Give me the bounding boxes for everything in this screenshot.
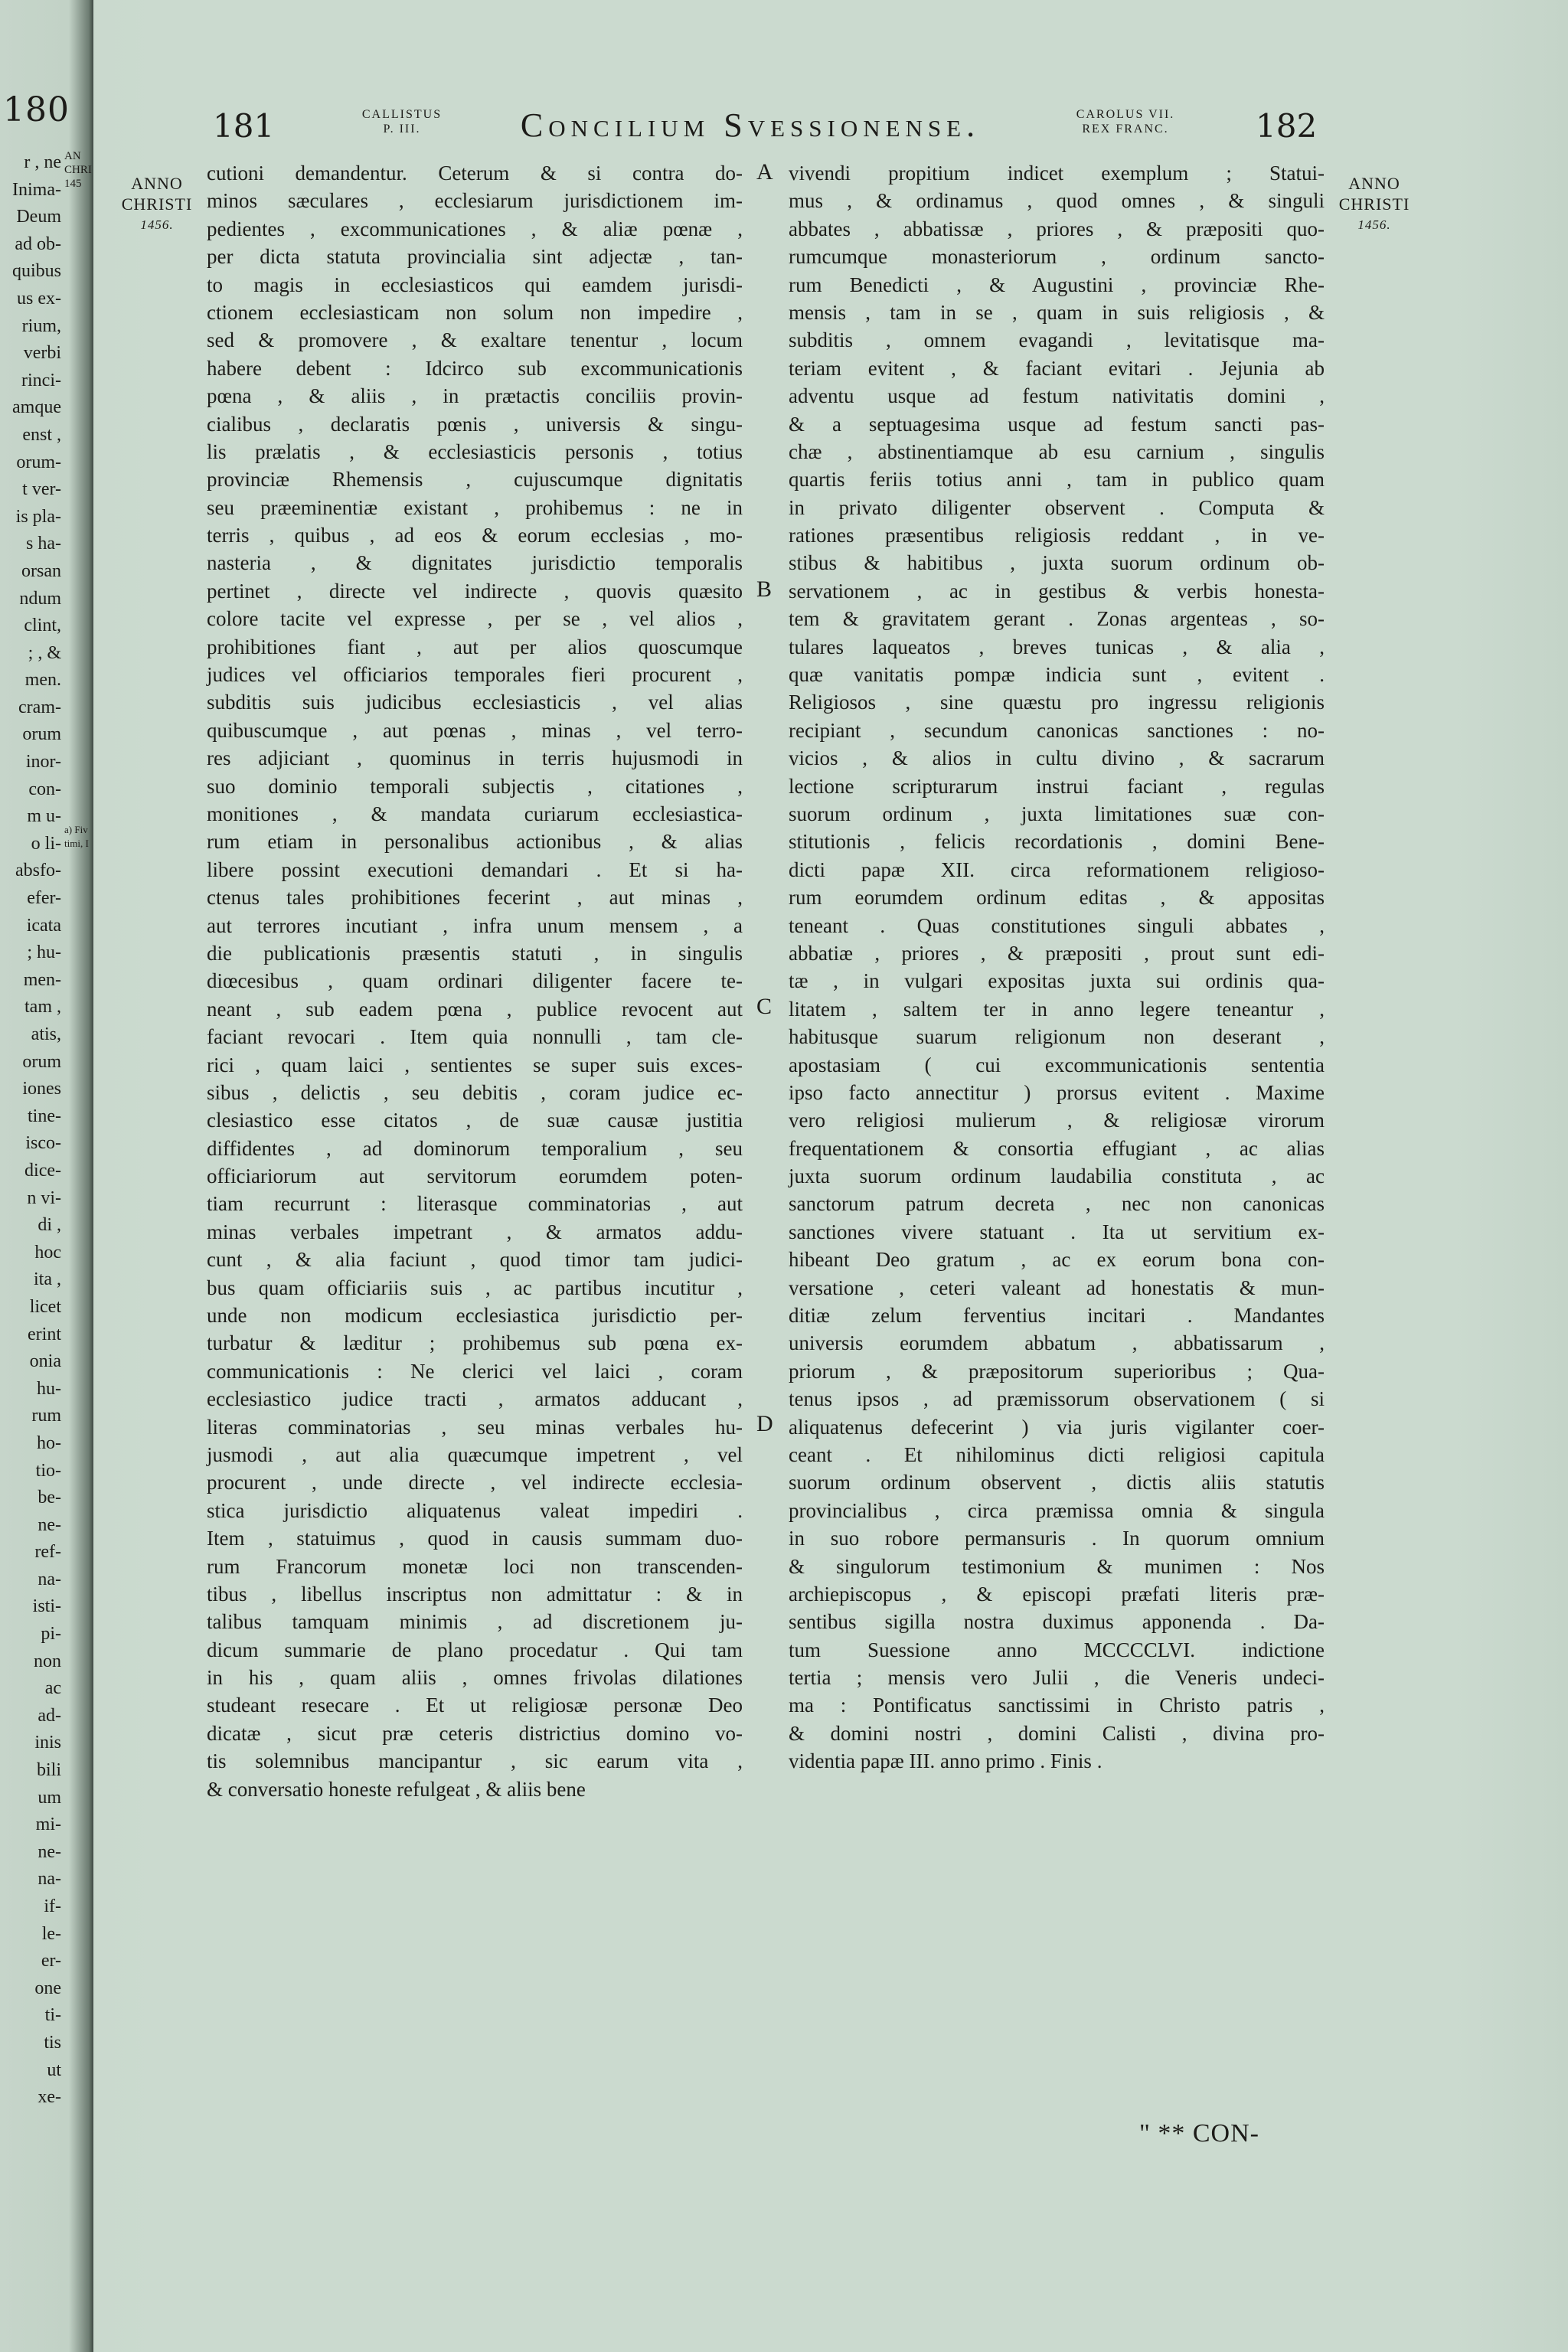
text-line: archiepiscopus , & episcopi præfati literis præ- (789, 1582, 1325, 1606)
text-line: minas verbales impetrant , & armatos addu- (207, 1220, 743, 1243)
fragment-line: orum (22, 724, 61, 745)
fragment-line: amque (12, 397, 61, 418)
left-page-gutter (0, 0, 93, 2352)
text-line: pedientes , excommunicationes , & aliæ pœnæ , (207, 217, 743, 240)
text-line: Religiosos , sine quæstu pro ingressu religionis (789, 691, 1325, 714)
section-marker-a: A (756, 159, 773, 185)
fragment-line: ref- (34, 1542, 61, 1563)
text-line: servationem , ac in gestibus & verbis honesta- (789, 579, 1325, 603)
king-headnote (1030, 107, 1221, 136)
text-line: litatem , saltem ter in anno legere teneantur , (789, 997, 1325, 1021)
text-line: faciant revocari . Item quia nonnulli , tam cle- (207, 1025, 743, 1049)
pope-number: P. III. (383, 122, 421, 136)
text-line: recipiant , secundum canonicas sanctiones : no- (789, 718, 1325, 742)
text-line: mus , & ordinamus , quod omnes , & singuli (789, 189, 1325, 213)
fragment-line: m u- (27, 806, 61, 827)
fragment-line: mi- (35, 1815, 61, 1835)
text-line: clesiastico esse citatos , de suæ causæ justitia (207, 1109, 743, 1132)
fragment-line: us ex- (17, 288, 61, 309)
text-line: vicios , & alios in cultu divino , & sacrarum (789, 746, 1325, 770)
section-marker-c: C (756, 994, 773, 1019)
text-line: diffidentes , ad dominorum temporalium , seu (207, 1136, 743, 1160)
fragment-line: if- (44, 1896, 61, 1916)
fragment-line: le- (41, 1923, 61, 1944)
catchword: " ** CON- (1139, 2119, 1259, 2148)
fragment-line: ti- (44, 2005, 61, 2026)
left-page-footnote-refs (64, 823, 87, 851)
fragment-line: atis, (31, 1024, 61, 1044)
text-line: die publicationis præsentis statuti , in singulis (207, 941, 743, 965)
fragment-line: ndum (19, 588, 61, 609)
text-line: priorum , & præpositorum superioribus ; Qua- (789, 1359, 1325, 1383)
text-line: stibus & habitibus , juxta suorum ordinum ob- (789, 551, 1325, 575)
text-line: rum etiam in personalibus actionibus , & alias (207, 830, 743, 854)
fragment-line: men- (23, 969, 61, 990)
anno-label: ANNO (1348, 174, 1400, 193)
text-line: adventu usque ad festum nativitatis domini , (789, 384, 1325, 408)
fragment-line: xe- (38, 2087, 61, 2108)
fragment-line: tam , (24, 997, 61, 1018)
fragment-line: rium, (21, 315, 61, 336)
fragment-line: inis (34, 1733, 61, 1753)
margin-note-line: AN (64, 150, 81, 162)
fragment-line: absfo- (15, 861, 61, 881)
text-line: terris , quibus , ad eos & eorum ecclesias , mo- (207, 524, 743, 547)
text-line: habere debent : Idcirco sub excommunicationis (207, 356, 743, 380)
text-line: literas comminatorias , seu minas verbales hu- (207, 1415, 743, 1439)
text-line: tæ , in vulgari expositas juxta sui ordinis qua- (789, 969, 1325, 993)
fragment-line: cram- (18, 697, 61, 717)
fragment-line: ho- (37, 1432, 61, 1453)
text-line: vivendi propitium indicet exemplum ; Statui- (789, 162, 1325, 185)
text-line: procurent , unde directe , vel indirecte ecclesia- (207, 1471, 743, 1494)
fragment-line: con- (28, 779, 61, 799)
fragment-line: ; , & (28, 642, 61, 663)
text-line: suorum ordinum observent , dictis aliis statutis (789, 1471, 1325, 1494)
text-line: per dicta statuta provincialia sint adjectæ , tan- (207, 245, 743, 269)
text-line: hibeant Deo gratum , ac ex eorum bona con- (789, 1248, 1325, 1272)
left-page-text-fragments (0, 149, 61, 2112)
left-text-column (207, 159, 743, 1803)
text-line: abbates , abbatissæ , priores , & præpositi quo- (789, 217, 1325, 240)
text-line: tibus , libellus inscriptus non admittatur : & in (207, 1582, 743, 1606)
text-line: ditiæ zelum ferventius incitari . Mandantes (789, 1304, 1325, 1328)
text-line: & singulorum testimonium & munimen : Nos (789, 1554, 1325, 1578)
fragment-line: ne- (38, 1841, 61, 1862)
fragment-line: ut (47, 2060, 61, 2080)
text-line: tiam recurrunt : literasque comminatorias , aut (207, 1192, 743, 1216)
text-line: communicationis : Ne clerici vel laici , coram (207, 1359, 743, 1383)
fragment-line: hu- (37, 1378, 61, 1399)
text-line: teriam evitent , & faciant evitari . Jejunia ab (789, 356, 1325, 380)
fragment-line: enst , (22, 424, 61, 445)
christi-label: CHRISTI (1338, 194, 1410, 214)
fragment-line: r , ne (24, 152, 61, 172)
fragment-line: icata (26, 915, 61, 936)
text-line: rici , quam laici , sentientes se super suis exces- (207, 1053, 743, 1076)
text-line: subditis , omnem evagandi , levitatisque ma- (789, 328, 1325, 352)
margin-note-line: 145 (64, 178, 82, 190)
text-line: sentibus sigilla nostra duximus apponenda . Da- (789, 1610, 1325, 1634)
text-line: turbatur & læditur ; prohibemus sub pœna ex- (207, 1331, 743, 1355)
right-text-column (789, 159, 1325, 1775)
fragment-line: tio- (35, 1460, 61, 1481)
text-line: cunt , & alia faciunt , quod timor tam judici- (207, 1248, 743, 1272)
fragment-line: orsan (21, 560, 61, 581)
text-line: sibus , delictis , seu debitis , coram judice ec- (207, 1080, 743, 1104)
text-line: in privato diligenter observent . Computa & (789, 495, 1325, 519)
left-page-number: 180 (3, 90, 70, 129)
fragment-line: t ver- (22, 479, 61, 500)
text-line: aut terrores incutiant , infra unum mensem , a (207, 913, 743, 937)
fragment-line: Deum (16, 207, 61, 227)
text-line: pertinet , directe vel indirecte , quovis quæsito (207, 579, 743, 603)
pope-headnote (337, 107, 467, 136)
text-line: suo dominio temporali subjectis , citationes , (207, 774, 743, 798)
text-line: apostasiam ( cui excommunicationis sententia (789, 1053, 1325, 1076)
fragment-line: licet (29, 1296, 61, 1317)
text-line: quibuscumque , aut pœnas , minas , vel terro- (207, 718, 743, 742)
fragment-line: tine- (28, 1106, 61, 1126)
margin-note-line: CHRI (64, 164, 92, 176)
text-line: & conversatio honeste refulgeat , & aliis bene (207, 1777, 586, 1801)
text-line: videntia papæ III. anno primo . Finis . (789, 1749, 1102, 1773)
text-line: nasteria , & dignitates jurisdictio temporalis (207, 551, 743, 575)
fragment-line: ; hu- (27, 942, 61, 963)
text-line: officiariorum aut servitorum eorumdem poten- (207, 1165, 743, 1188)
fragment-line: bili (36, 1760, 61, 1781)
text-line: ma : Pontificatus sanctissimi in Christo patris , (789, 1694, 1325, 1717)
fragment-line: erint (28, 1324, 61, 1344)
text-line: subditis suis judicibus ecclesiasticis , vel alias (207, 691, 743, 714)
fragment-line: um (38, 1787, 61, 1808)
section-marker-b: B (756, 577, 773, 602)
text-line: prohibitiones fiant , aut per alios quoscumque (207, 635, 743, 658)
fragment-line: quibus (11, 261, 61, 282)
text-line: judices vel officiarios temporales fieri procurent , (207, 663, 743, 687)
fragment-line: isti- (32, 1596, 61, 1617)
pope-name: CALLISTUS (361, 108, 443, 121)
king-name: CAROLUS VII. (1076, 108, 1175, 121)
fragment-line: isco- (25, 1133, 61, 1154)
text-line: dicatæ , sicut præ ceteris districtius domino vo- (207, 1721, 743, 1745)
text-line: aliquatenus defecerint ) via juris vigilanter coer- (789, 1415, 1325, 1439)
text-line: provincialibus , circa præmissa omnia & singula (789, 1498, 1325, 1522)
fragment-line: na- (38, 1569, 61, 1589)
year-label: 1456. (1357, 217, 1391, 232)
text-line: tenus ipsos , ad præmissorum observationem ( si (789, 1387, 1325, 1411)
text-line: sed & promovere , & exaltare tenentur , locum (207, 328, 743, 352)
fragment-line: inor- (25, 752, 61, 773)
text-line: rum Francorum monetæ loci non transcenden- (207, 1554, 743, 1578)
text-line: chæ , abstinentiamque ab esu carnium , singulis (789, 439, 1325, 463)
text-line: neant , sub eadem pœna , publice revocent aut (207, 997, 743, 1021)
text-line: seu præeminentiæ existant , prohibemus : ne in (207, 495, 743, 519)
fragment-line: rinci- (21, 370, 61, 390)
fragment-line: n vi- (27, 1187, 61, 1208)
footnote-ref: timi, I (64, 838, 89, 849)
text-line: ecclesiastico judice tracti , armatos adducant , (207, 1387, 743, 1411)
fragment-line: orum (22, 1051, 61, 1072)
text-line: tem & gravitatem gerant . Zonas argenteas , so- (789, 607, 1325, 631)
fragment-line: rum (31, 1406, 61, 1426)
text-line: ctionem ecclesiasticam non solum non impedire , (207, 300, 743, 324)
running-title: Concilium Svessionense. (520, 106, 981, 144)
page-number-right: 182 (1256, 107, 1318, 145)
text-line: & domini nostri , domini Calisti , divina pro- (789, 1721, 1325, 1745)
text-line: studeant resecare . Et ut religiosæ personæ Deo (207, 1694, 743, 1717)
fragment-line: ad ob- (15, 234, 61, 254)
fragment-line: orum- (16, 452, 61, 472)
fragment-line: pi- (41, 1624, 61, 1645)
text-line: stica jurisdictio aliquatenus valeat impediri . (207, 1498, 743, 1522)
text-line: pœna , & aliis , in prætactis conciliis provin- (207, 384, 743, 408)
text-line: minos sæculares , ecclesiarum jurisdictionem im- (207, 189, 743, 213)
text-line: suorum ordinum , juxta limitationes suæ con- (789, 802, 1325, 825)
text-line: talibus tamquam minimis , ad discretionem ju- (207, 1610, 743, 1634)
fragment-line: s ha- (26, 534, 61, 554)
anno-christi-left (115, 173, 199, 235)
text-line: bus quam officiariis suis , ac partibus incutitur , (207, 1276, 743, 1299)
christi-label: CHRISTI (121, 194, 193, 214)
text-line: rumcumque monasteriorum , ordinum sancto- (789, 245, 1325, 269)
fragment-line: er- (41, 1951, 61, 1971)
king-title: REX FRANC. (1082, 122, 1169, 136)
left-page-margin-note (64, 149, 92, 191)
text-line: tis solemnibus mancipantur , sic earum vita , (207, 1749, 743, 1773)
page-number-left: 181 (213, 107, 275, 145)
footnote-ref: a) Fiv (64, 824, 88, 835)
text-line: dicum summarie de plano procedatur . Qui tam (207, 1638, 743, 1661)
fragment-line: verbi (23, 343, 61, 364)
text-line: rum Benedicti , & Augustini , provinciæ Rhe- (789, 273, 1325, 296)
anno-label: ANNO (131, 174, 183, 193)
fragment-line: ita , (34, 1269, 61, 1290)
fragment-line: clint, (24, 616, 61, 636)
text-line: & a septuagesima usque ad festum sancti pas- (789, 412, 1325, 436)
text-line: libere possint executioni demandari . Et si ha- (207, 858, 743, 881)
text-line: mensis , tam in se , quam in suis religiosis , & (789, 300, 1325, 324)
text-line: frequentationem & consortia effugiant , ac alias (789, 1136, 1325, 1160)
text-line: stitutionis , felicis recordationis , domini Bene- (789, 830, 1325, 854)
text-line: ctenus tales prohibitiones fecerint , aut minas , (207, 886, 743, 910)
fragment-line: is pla- (15, 506, 61, 527)
fragment-line: non (34, 1651, 61, 1671)
text-line: diœcesibus , quam ordinari diligenter facere te- (207, 969, 743, 993)
text-line: provinciæ Rhemensis , cujuscumque dignitatis (207, 468, 743, 492)
fragment-line: Inima- (12, 179, 61, 200)
fragment-line: hoc (34, 1242, 61, 1263)
fragment-line: be- (38, 1488, 61, 1508)
text-line: vero religiosi mulierum , & religiosæ virorum (789, 1109, 1325, 1132)
text-line: tum Suessione anno MCCCCLVI. indictione (789, 1638, 1325, 1661)
text-line: in suo robore permansuris . In quorum omnium (789, 1527, 1325, 1550)
fragment-line: di , (38, 1215, 61, 1236)
text-line: ipso facto annectitur ) prorsus evitent . Maxime (789, 1080, 1325, 1104)
fragment-line: o li- (31, 833, 61, 854)
text-line: rationes præsentibus religiosis reddant , in ve- (789, 524, 1325, 547)
fragment-line: efer- (27, 888, 61, 909)
text-line: to magis in ecclesiasticos qui eamdem jurisdi- (207, 273, 743, 296)
text-line: Item , statuimus , quod in causis summam duo- (207, 1527, 743, 1550)
text-line: cutioni demandentur. Ceterum & si contra do- (207, 162, 743, 185)
text-line: tertia ; mensis vero Julii , die Veneris undeci- (789, 1666, 1325, 1690)
text-line: jusmodi , aut alia quæcumque impetrent , vel (207, 1442, 743, 1466)
text-line: tulares laqueatos , breves tunicas , & alia , (789, 635, 1325, 658)
fragment-line: na- (38, 1869, 61, 1890)
fragment-line: iones (22, 1079, 61, 1099)
text-line: dicti papæ XII. circa reformationem religioso- (789, 858, 1325, 881)
section-marker-d: D (756, 1411, 773, 1436)
text-line: versatione , ceteri valeant ad honestatis & mun- (789, 1276, 1325, 1299)
fragment-line: men. (24, 670, 61, 691)
text-line: lectione scripturarum instrui faciant , regulas (789, 774, 1325, 798)
text-line: quartis feriis totius anni , tam in publico quam (789, 468, 1325, 492)
fragment-line: ne- (38, 1514, 61, 1535)
text-line: monitiones , & mandata curiarum ecclesiastica- (207, 802, 743, 825)
text-line: abbatiæ , priores , & præpositi , prout sunt edi- (789, 941, 1325, 965)
fragment-line: onia (29, 1351, 61, 1372)
fragment-line: ad- (38, 1705, 61, 1726)
text-line: sanctiones vivere statuant . Ita ut servitium ex- (789, 1220, 1325, 1243)
text-line: quæ vanitatis pompæ indicia sunt , evitent . (789, 663, 1325, 687)
text-line: juxta suorum ordinum laudabilia constituta , ac (789, 1165, 1325, 1188)
text-line: res adjiciant , quominus in terris hujusmodi in (207, 746, 743, 770)
text-line: ceant . Et nihilominus dicti religiosi capitula (789, 1442, 1325, 1466)
fragment-line: ac (44, 1678, 61, 1699)
text-line: teneant . Quas constitutiones singuli abbates , (789, 913, 1325, 937)
text-line: sanctorum patrum decreta , nec non canonicas (789, 1192, 1325, 1216)
anno-christi-right (1325, 173, 1424, 235)
fragment-line: tis (44, 2032, 61, 2053)
text-line: cialibus , declaratis pœnis , universis & singu- (207, 412, 743, 436)
text-line: colore tacite vel expresse , per se , vel alios , (207, 607, 743, 631)
text-line: lis prælatis , & ecclesiasticis personis , totius (207, 439, 743, 463)
text-line: rum eorumdem ordinum editas , & appositas (789, 886, 1325, 910)
year-label: 1456. (140, 217, 174, 232)
fragment-line: one (34, 1978, 61, 1998)
text-line: habitusque suarum religionum non deserant , (789, 1025, 1325, 1049)
text-line: universis eorumdem abbatum , abbatissarum , (789, 1331, 1325, 1355)
text-line: unde non modicum ecclesiastica jurisdictio per- (207, 1304, 743, 1328)
fragment-line: dice- (24, 1160, 61, 1181)
text-line: in his , quam aliis , omnes frivolas dilationes (207, 1666, 743, 1690)
